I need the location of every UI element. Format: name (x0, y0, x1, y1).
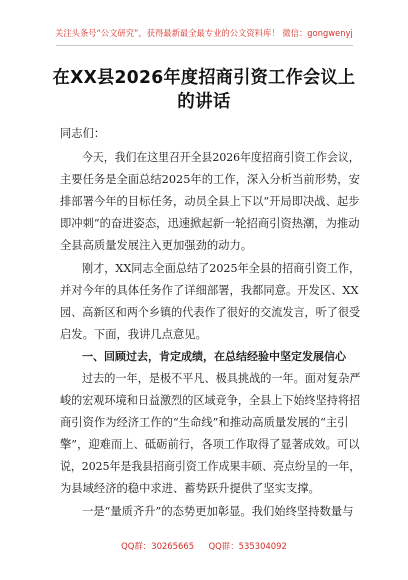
section-heading: 一、回顾过去，肯定成绩，在总结经验中坚定发展信心 (82, 350, 346, 363)
paragraph-line: 即冲刺”的奋进姿态，迅速掀起新一轮招商引资热潮，为推动 (60, 217, 360, 230)
paragraph-line: 今天，我们在这里召开全县2026年度招商引资工作会议， (82, 151, 360, 164)
header-banner: 关注头条号“公文研究”，获得最新最全最专业的公文资料库！ 微信：gongwenyj (55, 28, 353, 38)
paragraph-line: 擎”，迎难而上、砥砺前行，各项工作取得了显著成效。可以 (60, 438, 360, 451)
paragraph-line: 主要任务是全面总结2025年的工作，深入分析当前形势，安 (60, 173, 360, 186)
paragraph-line: 并对今年的具体任务作了详细部署，我都同意。开发区、XX (60, 284, 359, 297)
paragraph-line: 过去的一年，是极不平凡、极具挑战的一年。面对复杂严 (82, 372, 361, 385)
paragraph-line: 全县高质量发展注入更加强劲的动力。 (60, 239, 253, 252)
document-title-line1: 在XX县2026年度招商引资工作会议上 (52, 68, 356, 88)
salutation: 同志们： (60, 127, 106, 140)
header-divider (56, 45, 353, 46)
paragraph-line: 排部署今年的目标任务，动员全县上下以“开局即决战、起步 (60, 195, 360, 208)
paragraph-line: 园、高新区和两个乡镇的代表作了很好的交流发言，听了很受 (60, 306, 361, 319)
paragraph-line: 一是“量质齐升”的态势更加彰显。我们始终坚持数量与 (82, 505, 354, 518)
footer-qq-group-2: QQ群：535304092 (208, 542, 287, 552)
paragraph-line: 商引资作为经济工作的“生命线”和推动高质量发展的“主引 (60, 416, 349, 429)
footer-contact (4, 540, 404, 552)
footer-qq-group-1: QQ群：30265665 (121, 542, 195, 552)
paragraph-line: 峻的宏观环境和日益激烈的区域竞争，全县上下始终坚持将招 (60, 394, 361, 407)
paragraph-line: 启发。下面，我讲几点意见。 (60, 328, 207, 341)
paragraph-line: 说，2025年是我县招商引资工作成果丰硕、亮点纷呈的一年， (60, 460, 361, 473)
document-title-line2: 的讲话 (177, 92, 231, 112)
paragraph-line: 刚才，XX同志全面总结了2025年全县的招商引资工作， (82, 262, 361, 275)
paragraph-line: 为县域经济的稳中求进、蓄势跃升提供了坚实支撑。 (60, 482, 320, 495)
